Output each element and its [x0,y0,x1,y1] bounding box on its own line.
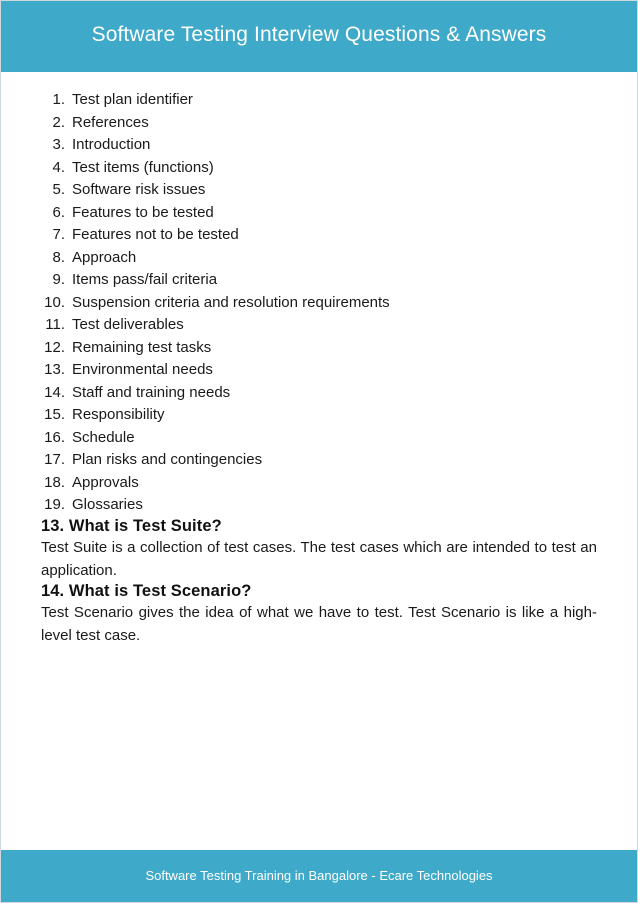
list-item [41,202,597,225]
list-item-text: Introduction [72,136,151,153]
list-item-number: 8. [52,248,65,266]
list-item-number: 1. [52,91,65,108]
list-item-text: Schedule [72,428,135,446]
list-item [41,134,597,157]
list-item-number: 3. [52,136,65,153]
list-item [41,494,597,517]
list-item-text: Features not to be tested [72,226,239,243]
list-item [41,449,597,472]
list-item [41,314,597,337]
list-item [41,247,597,270]
list-item [41,179,597,202]
footer-text: Software Testing Training in Bangalore - Ecare Technologies [145,867,493,883]
answer-test-scenario: Test Scenario gives the idea of what we have to test. Test Scenario is like a high-level test case. [41,603,597,644]
main-content [41,89,597,647]
list-item-text: Glossaries [72,496,143,513]
list-item-text: Test plan identifier [72,91,193,108]
list-item-text: Approach [72,248,137,266]
list-item-text: Suspension criteria and resolution requirements [72,293,390,311]
list-item-number: 18. [44,473,65,491]
list-item-number: 6. [52,203,65,221]
list-item [41,472,597,495]
list-item-number: 14. [44,383,65,401]
list-item-text: Staff and training needs [72,383,231,401]
list-item-text: Environmental needs [72,361,213,378]
footer-banner [0,850,638,903]
list-item [41,382,597,405]
list-item-number: 12. [44,338,65,356]
list-item-text: Items pass/fail criteria [72,271,218,288]
list-item-number: 5. [52,181,65,198]
header-banner [0,0,638,72]
list-item-text: Software risk issues [72,181,206,198]
list-item-text: Plan risks and contingencies [72,451,263,468]
list-item-number: 17. [44,451,65,468]
list-item-text: Test items (functions) [72,158,214,176]
list-item [41,337,597,360]
list-item [41,292,597,315]
question-heading-test-suite: 13. What is Test Suite? [41,516,222,535]
question-heading-test-scenario: 14. What is Test Scenario? [41,581,252,600]
list-item-number: 15. [44,406,65,423]
list-item-text: References [72,113,149,131]
list-item-number: 11. [45,316,65,333]
list-item-number: 16. [44,428,65,446]
answer-test-suite: Test Suite is a collection of test cases. The test cases which are intended to test an application. [41,538,597,579]
list-item-number: 4. [52,158,65,176]
list-item-number: 9. [52,271,65,288]
list-item [41,427,597,450]
list-item [41,224,597,247]
list-item-number: 10. [44,293,65,311]
list-item-number: 7. [52,226,65,243]
list-item [41,269,597,292]
test-plan-list [41,89,597,517]
list-item [41,89,597,112]
list-item [41,157,597,180]
list-item [41,404,597,427]
list-item [41,112,597,135]
list-item-text: Approvals [72,473,139,491]
list-item-number: 19. [44,496,65,513]
page-title: Software Testing Interview Questions & Answers [91,23,547,46]
list-item-number: 2. [52,113,65,131]
list-item-number: 13. [44,361,65,378]
list-item-text: Test deliverables [72,316,184,333]
list-item [41,359,597,382]
list-item-text: Responsibility [72,406,165,423]
list-item-text: Features to be tested [72,203,214,221]
list-item-text: Remaining test tasks [72,338,212,356]
